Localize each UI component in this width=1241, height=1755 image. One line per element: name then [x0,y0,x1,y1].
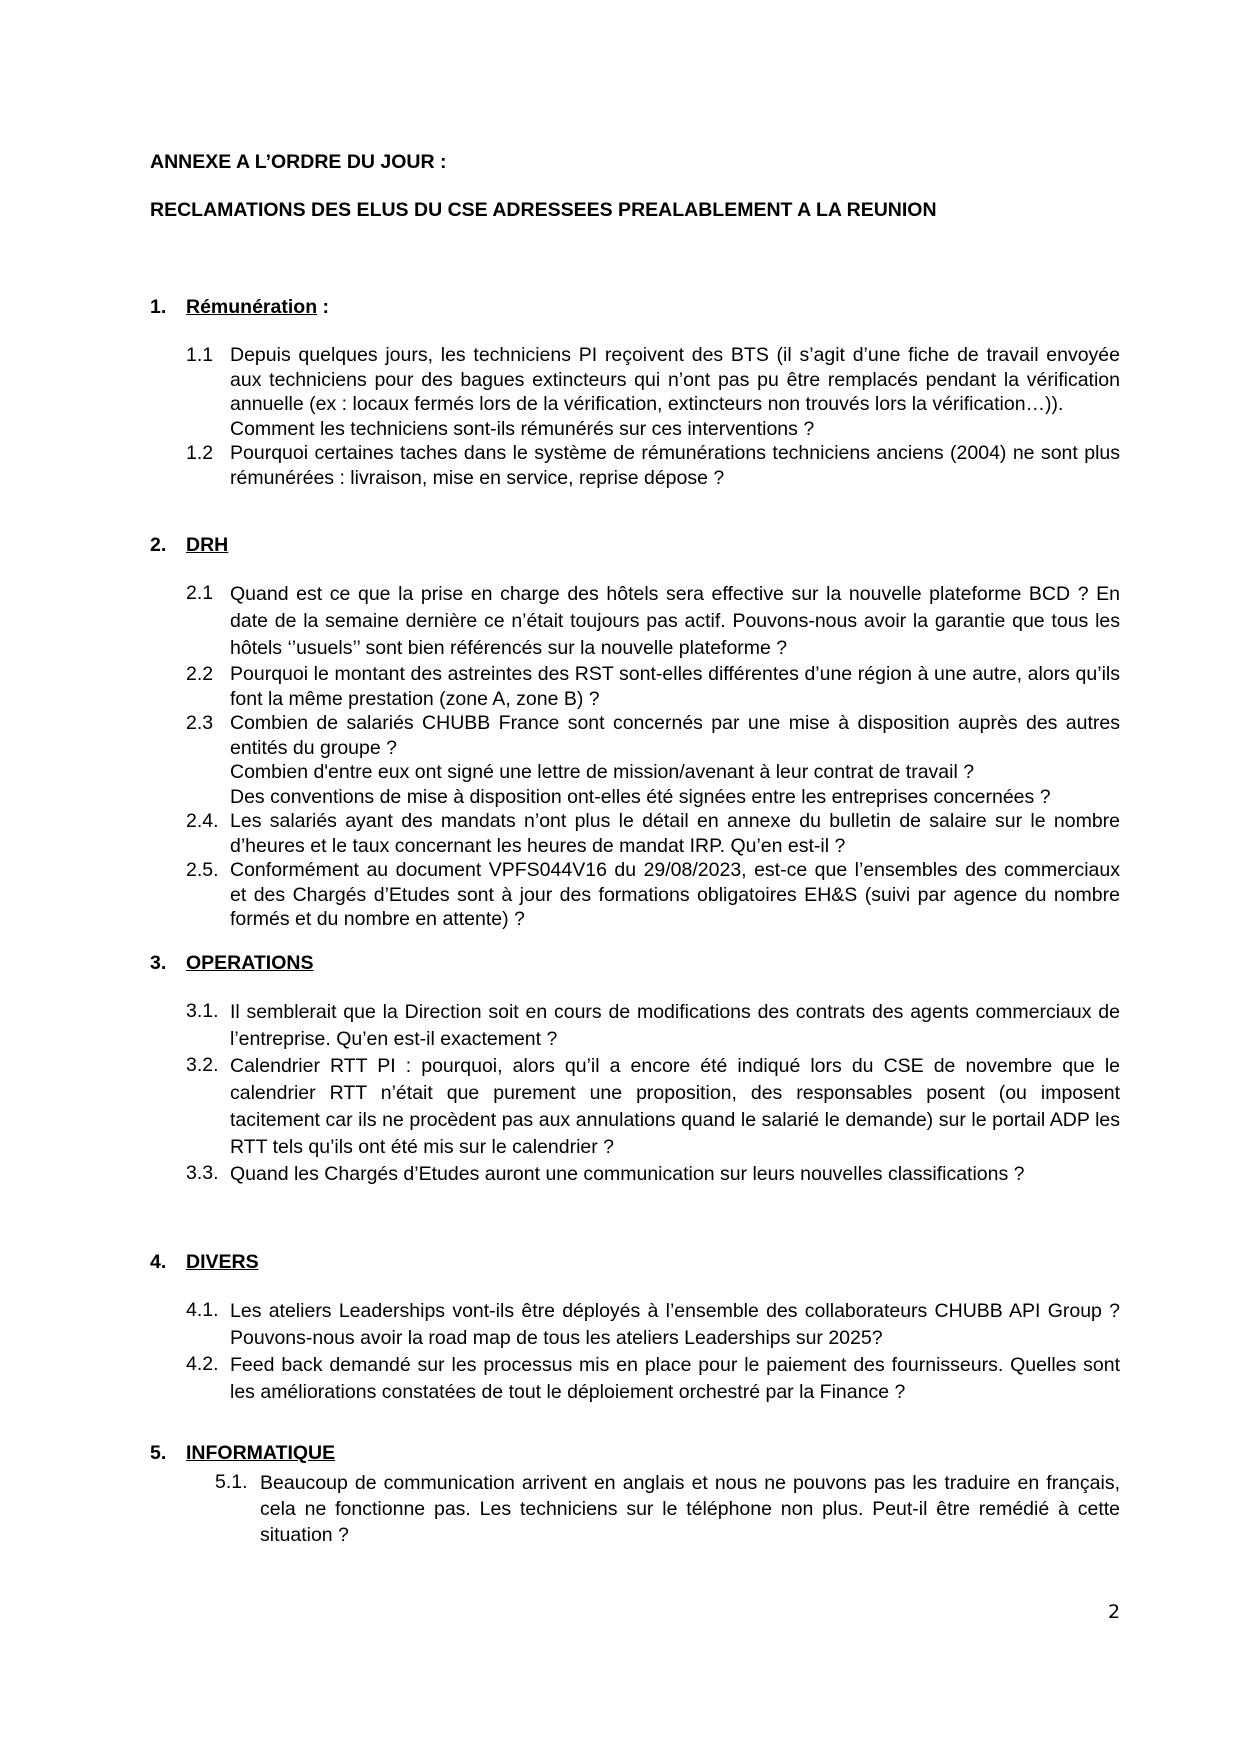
section-label: DRH [186,534,229,556]
item-text: Conformément au document VPFS044V16 du 29/08/2023, est-ce que l’ensembles des commerciaux et des Chargés d’Etudes sont à jour des formations obligatoires EH&S (suivi par agence du nombre formés et du nombre en attente) ? [230,859,1120,930]
section-title [150,951,1120,977]
section-divers [150,1250,1120,1406]
section-number: 2. [150,534,167,556]
item-number: 1.2 [186,442,214,464]
item-text: Quand est ce que la prise en charge des hôtels sera effective sur la nouvelle plateforme BCD ? En date de la semaine dernière ce n’était toujours pas actif. Pouvons-nous avoir la garantie que tous les hôtels ‘’usuels’’ sont bien référencés sur la nouvelle plateforme ? [230,583,1120,659]
section-title [150,533,1120,559]
section-operations [150,951,1120,1188]
item-text: Il semblerait que la Direction soit en cours de modifications des contrats des agents commerciaux de l’entreprise. Qu’en est-il exactement ? [230,1001,1120,1050]
item-number: 5.1. [215,1471,248,1493]
item-text: Pourquoi le montant des astreintes des RST sont-elles différentes d’une région à une autre, alors qu’ils font la même prestation (zone A, zone B) ? [230,663,1120,710]
section-number: 5. [150,1442,167,1464]
item-text: Des conventions de mise à disposition ont-elles été signées entre les entreprises concernées ? [230,785,1051,808]
item-number: 4.1. [186,1299,219,1321]
annexe-title: ANNEXE A L’ORDRE DU JOUR : [150,151,447,173]
item-text: Beaucoup de communication arrivent en anglais et nous ne pouvons pas les traduire en français, cela ne fonctionne pas. Les techniciens sur le téléphone non plus. Peut-il être remédié à cette situation ? [260,1472,1120,1546]
item-number: 2.5. [186,859,219,881]
section-title [150,1250,1120,1276]
list-item [150,858,1120,932]
item-number: 2.2 [186,663,214,685]
item-number: 4.2. [186,1353,219,1375]
section-title [150,1441,1120,1467]
list-item [150,1470,1120,1548]
section-title-suffix: : [317,296,330,318]
section-number: 1. [150,296,167,318]
item-number: 3.2. [186,1054,219,1076]
list-item [150,581,1120,662]
item-text: Les ateliers Leaderships vont-ils être déployés à l’ensemble des collaborateurs CHUBB API Group ? Pouvons-nous avoir la road map de tous les ateliers Leaderships sur 2025? [230,1300,1120,1349]
item-text: Calendrier RTT PI : pourquoi, alors qu’il a encore été indiqué lors du CSE de novembre que le calendrier RTT n’était que purement une proposition, des responsables posent (ou imposent tacitement car ils ne procèdent pas aux annulations quand le salarié le demande) sur le portail ADP les RTT tels qu’ils ont été mis sur le calendrier ? [230,1055,1120,1158]
list-item [150,343,1120,441]
section-informatique [150,1441,1120,1548]
list-item [150,809,1120,858]
list-item [150,999,1120,1053]
section-label: INFORMATIQUE [186,1442,336,1464]
item-number: 2.1 [186,582,214,604]
item-text: Combien de salariés CHUBB France sont concernés par une mise à disposition auprès des autres entités du groupe ? [230,712,1120,759]
section-drh [150,533,1120,932]
item-text: Les salariés ayant des mandats n’ont plus le détail en annexe du bulletin de salaire sur le nombre d’heures et le taux concernant les heures de mandat IRP. Qu’en est-il ? [230,810,1120,857]
section-label: DIVERS [186,1251,259,1273]
list-item [150,441,1120,490]
section-label: Rémunération [186,296,318,318]
list-item [150,711,1120,809]
list-item [150,1298,1120,1352]
item-text: Quand les Chargés d’Etudes auront une communication sur leurs nouvelles classifications ? [230,1163,1025,1185]
list-item [150,1053,1120,1161]
section-title [150,295,1120,321]
reclamations-title: RECLAMATIONS DES ELUS DU CSE ADRESSEES PREALABLEMENT A LA REUNION [150,199,937,221]
section-remuneration [150,295,1120,490]
list-item [150,1161,1120,1188]
section-number: 4. [150,1251,167,1273]
item-number: 2.3 [186,712,214,734]
list-item [150,662,1120,711]
item-number: 3.1. [186,1000,219,1022]
section-number: 3. [150,952,167,974]
list-item [150,1352,1120,1406]
section-label: OPERATIONS [186,952,314,974]
item-text: Feed back demandé sur les processus mis en place pour le paiement des fournisseurs. Quelles sont les améliorations constatées de tout le déploiement orchestré par la Finance ? [230,1354,1120,1403]
item-text: Combien d'entre eux ont signé une lettre de mission/avenant à leur contrat de travail ? [230,761,975,783]
item-number: 1.1 [186,344,214,366]
item-text: Depuis quelques jours, les techniciens PI reçoivent des BTS (il s’agit d’une fiche de travail envoyée aux techniciens pour des bagues extincteurs qui n’ont pas pu être remplacés pendant la vérification annuelle (ex : locaux fermés lors de la vérification, extincteurs non trouvés lors la vérification…)). [230,344,1120,415]
page-number: 2 [1108,1601,1121,1623]
item-number: 2.4. [186,810,219,832]
item-text: Comment les techniciens sont-ils rémunérés sur ces interventions ? [230,417,815,440]
item-text: Pourquoi certaines taches dans le système de rémunérations techniciens anciens (2004) ne sont plus rémunérées : livraison, mise en service, reprise dépose ? [230,442,1120,489]
item-number: 3.3. [186,1162,219,1184]
